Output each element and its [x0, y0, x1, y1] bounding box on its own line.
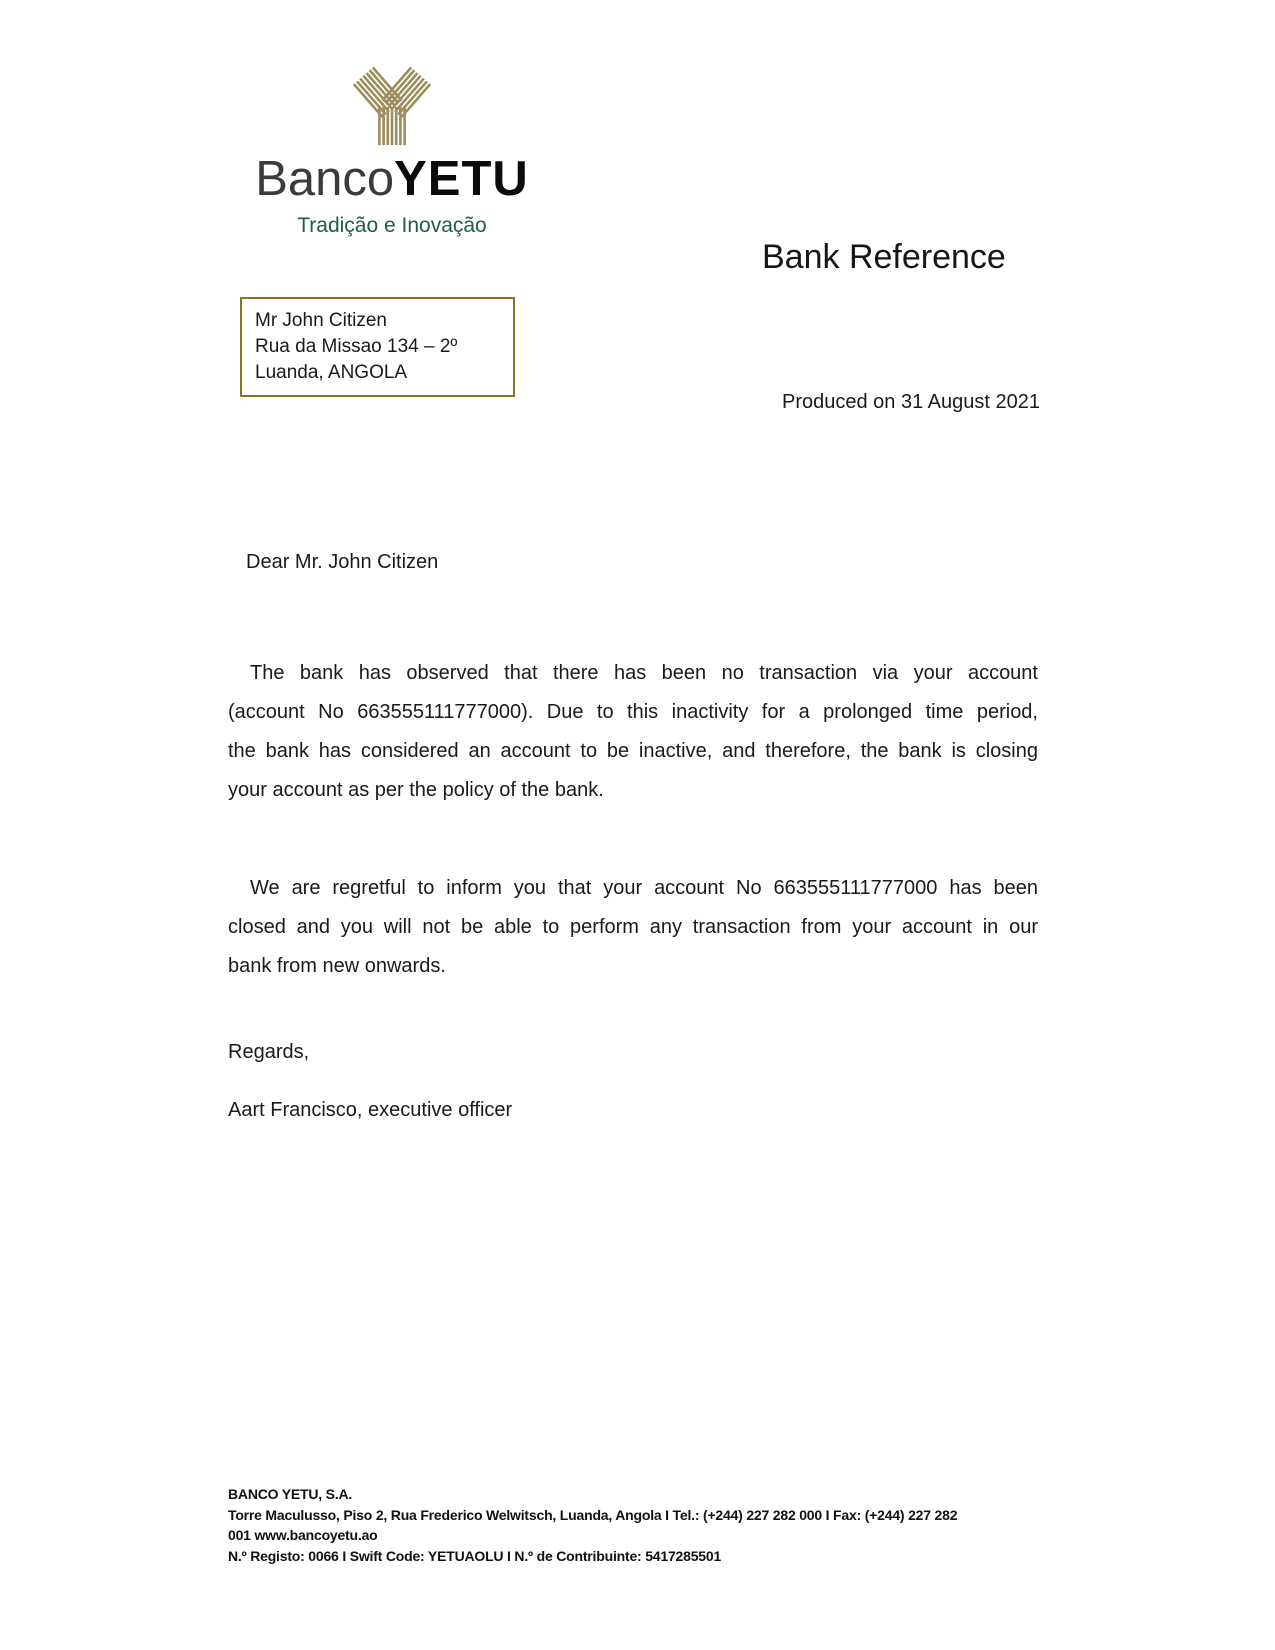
- paragraph-2-line: We are regretful to inform you that your account No 663555111777000 has been: [250, 877, 1038, 899]
- recipient-address-box: [240, 297, 515, 397]
- footer-block: [228, 1484, 1053, 1566]
- closing: Regards,: [228, 1041, 310, 1063]
- paragraph-2-line: closed and you will not be able to perform any transaction from your account in our: [228, 916, 1038, 938]
- footer-block-line: 001 www.bancoyetu.ao: [228, 1527, 378, 1543]
- brand-name-bold: YETU: [394, 152, 529, 206]
- bank-logo: [242, 64, 542, 238]
- logo-mark-icon: [344, 64, 440, 148]
- brand-tagline: Tradição e Inovação: [297, 214, 487, 238]
- signature-line: Aart Francisco, executive officer: [228, 1099, 513, 1121]
- paragraph-1-line: The bank has observed that there has been no transaction via your account: [250, 662, 1038, 684]
- brand-name-regular: Banco: [255, 152, 395, 206]
- paragraph-1: [228, 654, 1038, 810]
- recipient-address-box-line: Mr John Citizen: [255, 310, 387, 331]
- recipient-address-box-line: Luanda, ANGOLA: [255, 362, 408, 383]
- paragraph-2: [228, 869, 1038, 986]
- paragraph-1-line: your account as per the policy of the bank.: [228, 779, 604, 801]
- footer-block-line: BANCO YETU, S.A.: [228, 1486, 353, 1502]
- salutation: Dear Mr. John Citizen: [246, 551, 439, 573]
- document-title: Bank Reference: [762, 238, 1006, 276]
- paragraph-1-line: the bank has considered an account to be inactive, and therefore, the bank is closing: [228, 740, 1038, 762]
- brand-name: [242, 154, 542, 205]
- paragraph-2-line: bank from new onwards.: [228, 955, 446, 977]
- footer-block-line: N.º Registo: 0066 I Swift Code: YETUAOLU I N.º de Contribuinte: 5417285501: [228, 1547, 722, 1564]
- footer-block-line: Torre Maculusso, Piso 2, Rua Frederico Welwitsch, Luanda, Angola I Tel.: (+244) 227 282 000 I Fax: (+244) 227 282: [228, 1506, 958, 1523]
- recipient-address-box-line: Rua da Missao 134 – 2º: [255, 336, 458, 357]
- paragraph-1-line: (account No 663555111777000). Due to this inactivity for a prolonged time period,: [228, 701, 1038, 723]
- produced-date: Produced on 31 August 2021: [782, 391, 1040, 413]
